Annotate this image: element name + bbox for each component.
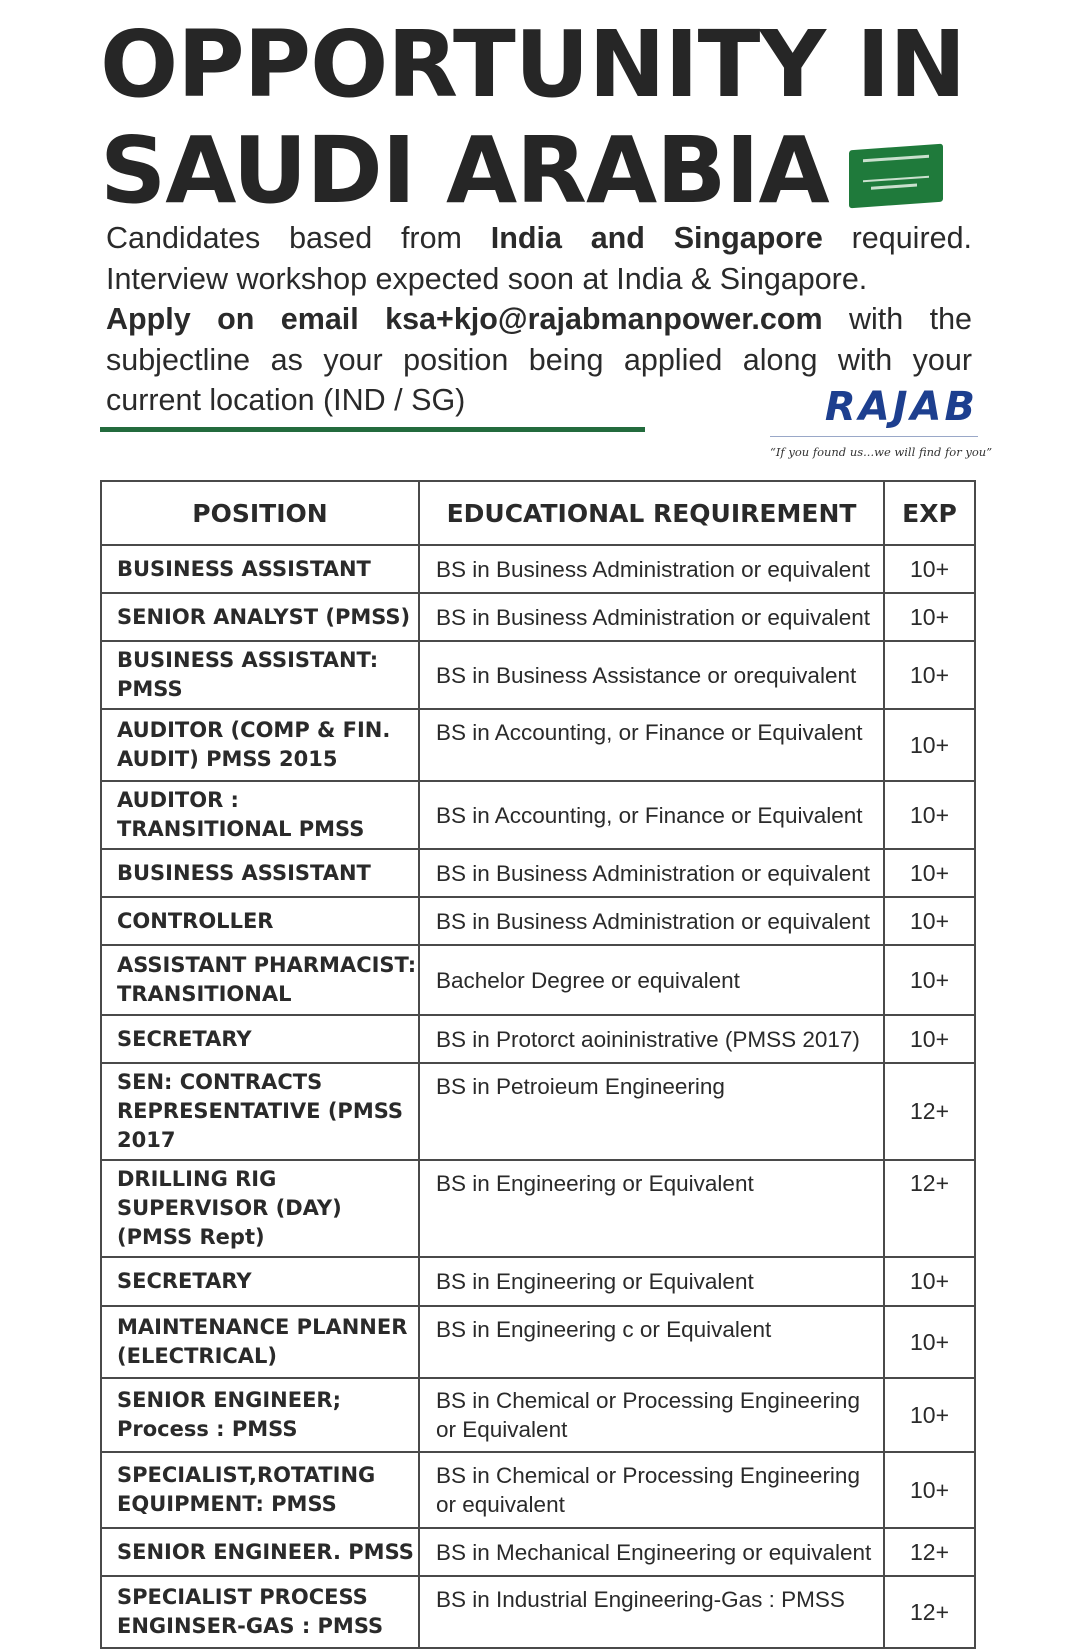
exp-cell: 12+ xyxy=(884,1528,975,1576)
exp-cell: 10+ xyxy=(884,1257,975,1306)
position-cell: SECRETARY xyxy=(101,1015,419,1063)
exp-cell: 10+ xyxy=(884,781,975,849)
education-cell: Bachelor Degree or equivalent xyxy=(419,945,884,1015)
table-row xyxy=(101,593,975,641)
education-cell: BS in Petroieum Engineering xyxy=(419,1063,884,1160)
education-cell: BS in Business Assistance or orequivalent xyxy=(419,641,884,709)
headline-line-1: OPPORTUNITY IN xyxy=(100,11,966,118)
table-row xyxy=(101,781,975,849)
position-cell: BUSINESS ASSISTANT xyxy=(101,849,419,897)
table-row xyxy=(101,1306,975,1378)
exp-cell: 10+ xyxy=(884,897,975,945)
education-cell: BS in Business Administration or equivalent xyxy=(419,897,884,945)
position-cell: AUDITOR (COMP & FIN. AUDIT) PMSS 2015 xyxy=(101,709,419,781)
header-education: EDUCATIONAL REQUIREMENT xyxy=(419,481,884,545)
headline-line-2: SAUDI ARABIA xyxy=(100,117,829,224)
education-cell: BS in Accounting, or Finance or Equivalent xyxy=(419,709,884,781)
exp-cell: 12+ xyxy=(884,1063,975,1160)
education-cell: BS in Protorct aoininistrative (PMSS 2017) xyxy=(419,1015,884,1063)
position-cell: SENIOR ENGINEER; Process : PMSS xyxy=(101,1378,419,1452)
green-divider xyxy=(100,427,645,432)
table-row xyxy=(101,849,975,897)
position-cell: ASSISTANT PHARMACIST: TRANSITIONAL xyxy=(101,945,419,1015)
positions-table xyxy=(100,480,976,1649)
position-cell: SENIOR ENGINEER. PMSS xyxy=(101,1528,419,1576)
exp-cell: 12+ xyxy=(884,1160,975,1257)
intro-paragraph-1: Candidates based from India and Singapore required. Interview workshop expected soon at India & Singapore. xyxy=(106,221,972,296)
education-cell: BS in Chemical or Processing Engineering or equivalent xyxy=(419,1452,884,1528)
table-row xyxy=(101,1378,975,1452)
locations-emphasis: India and Singapore xyxy=(490,221,823,255)
education-cell: BS in Accounting, or Finance or Equivalent xyxy=(419,781,884,849)
exp-cell: 10+ xyxy=(884,1306,975,1378)
header-position: POSITION xyxy=(101,481,419,545)
exp-cell: 10+ xyxy=(884,709,975,781)
education-cell: BS in Business Administration or equivalent xyxy=(419,545,884,593)
education-cell: BS in Business Administration or equivalent xyxy=(419,849,884,897)
exp-cell: 10+ xyxy=(884,1015,975,1063)
table-row xyxy=(101,641,975,709)
education-cell: BS in Business Administration or equivalent xyxy=(419,593,884,641)
saudi-flag-icon xyxy=(849,144,943,209)
table-row xyxy=(101,1452,975,1528)
logo-wordmark: RAJAB xyxy=(824,384,978,430)
position-cell: BUSINESS ASSISTANT xyxy=(101,545,419,593)
position-cell: MAINTENANCE PLANNER (ELECTRICAL) xyxy=(101,1306,419,1378)
table-row xyxy=(101,545,975,593)
rajab-logo xyxy=(770,382,993,459)
education-cell: BS in Engineering or Equivalent xyxy=(419,1257,884,1306)
intro-paragraph-2: Apply on email ksa+kjo@rajabmanpower.com with the subjectline as your position being applied along with your current location (IND / SG) xyxy=(106,302,972,417)
table-row xyxy=(101,1015,975,1063)
education-cell: BS in Chemical or Processing Engineering or Equivalent xyxy=(419,1378,884,1452)
education-cell: BS in Mechanical Engineering or equivalent xyxy=(419,1528,884,1576)
exp-cell: 10+ xyxy=(884,545,975,593)
position-cell: SENIOR ANALYST (PMSS) xyxy=(101,593,419,641)
education-cell: BS in Industrial Engineering-Gas : PMSS xyxy=(419,1576,884,1648)
exp-cell: 10+ xyxy=(884,593,975,641)
table-row xyxy=(101,1160,975,1257)
headline-line-2-wrap xyxy=(100,118,965,224)
exp-cell: 12+ xyxy=(884,1576,975,1648)
logo-tagline: “If you found us...we will find for you” xyxy=(770,436,978,459)
exp-cell: 10+ xyxy=(884,945,975,1015)
exp-cell: 10+ xyxy=(884,1452,975,1528)
position-cell: SEN: CONTRACTS REPRESENTATIVE (PMSS 2017 xyxy=(101,1063,419,1160)
position-cell: AUDITOR : TRANSITIONAL PMSS xyxy=(101,781,419,849)
position-cell: CONTROLLER xyxy=(101,897,419,945)
headline xyxy=(100,12,965,224)
table-row xyxy=(101,1257,975,1306)
table-row xyxy=(101,709,975,781)
apply-email[interactable]: Apply on email ksa+kjo@rajabmanpower.com xyxy=(106,302,823,336)
table-row xyxy=(101,1063,975,1160)
education-cell: BS in Engineering c or Equivalent xyxy=(419,1306,884,1378)
table-header-row xyxy=(101,481,975,545)
exp-cell: 10+ xyxy=(884,641,975,709)
exp-cell: 10+ xyxy=(884,1378,975,1452)
header-exp: EXP xyxy=(884,481,975,545)
table-row xyxy=(101,1576,975,1648)
table-row xyxy=(101,945,975,1015)
education-cell: BS in Engineering or Equivalent xyxy=(419,1160,884,1257)
position-cell: SPECIALIST PROCESS ENGINSER-GAS : PMSS xyxy=(101,1576,419,1648)
position-cell: SPECIALIST,ROTATING EQUIPMENT: PMSS xyxy=(101,1452,419,1528)
position-cell: SECRETARY xyxy=(101,1257,419,1306)
table-row xyxy=(101,1528,975,1576)
position-cell: DRILLING RIG SUPERVISOR (DAY) (PMSS Rept) xyxy=(101,1160,419,1257)
exp-cell: 10+ xyxy=(884,849,975,897)
table-row xyxy=(101,897,975,945)
position-cell: BUSINESS ASSISTANT: PMSS xyxy=(101,641,419,709)
